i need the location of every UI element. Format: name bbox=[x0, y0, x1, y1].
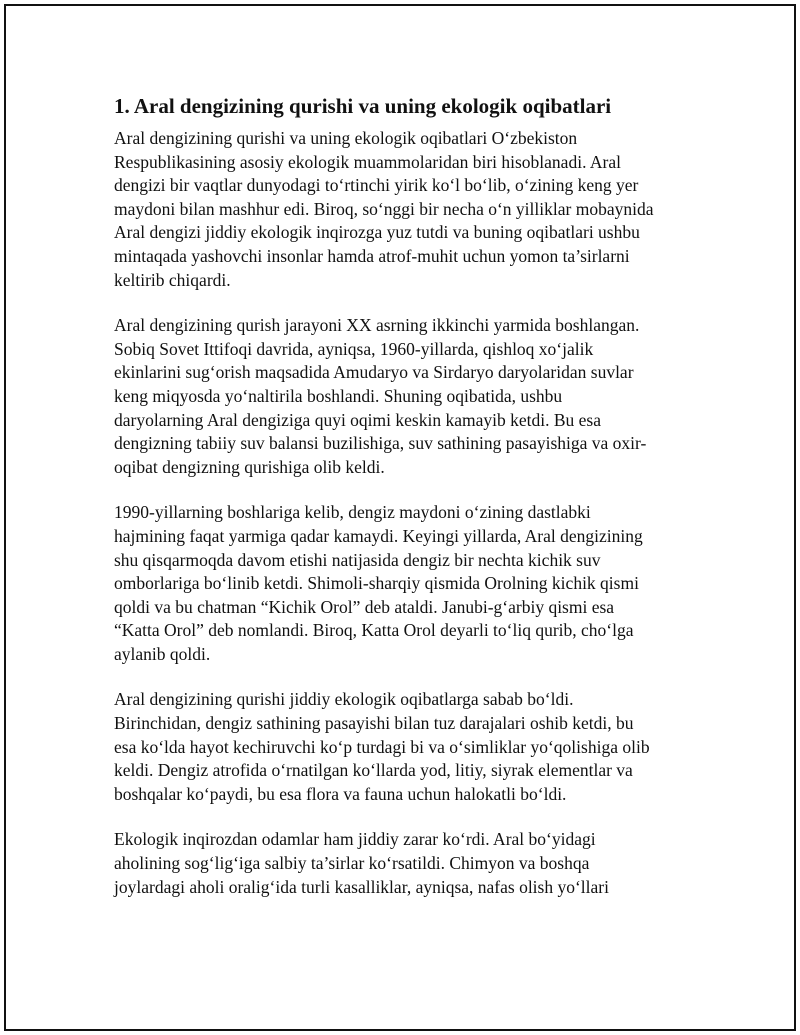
paragraph bbox=[114, 688, 684, 806]
text-line: keltirib chiqardi. bbox=[114, 269, 231, 290]
text-line: Sobiq Sovet Ittifoqi davrida, ayniqsa, 1960-yillarda, qishloq xo‘jalik bbox=[114, 338, 594, 359]
paragraph bbox=[114, 828, 684, 899]
text-line: Aral dengizi jiddiy ekologik inqirozga yuz tutdi va buning oqibatlari ushbu bbox=[114, 222, 640, 243]
document-title: 1. Aral dengizining qurishi va uning ekologik oqibatlari bbox=[114, 94, 612, 118]
text-line: hajmining faqat yarmiga qadar kamaydi. Keyingi yillarda, Aral dengizining bbox=[114, 525, 643, 546]
text-line: maydoni bilan mashhur edi. Biroq, so‘nggi bir necha o‘n yilliklar mobaynida bbox=[114, 198, 654, 219]
text-line: qoldi va bu chatman “Kichik Orol” deb ataldi. Janubi-g‘arbiy qismi esa bbox=[114, 596, 615, 617]
text-line: aholining sog‘lig‘iga salbiy ta’sirlar ko‘rsatildi. Chimyon va boshqa bbox=[114, 853, 590, 874]
text-line: shu qisqarmoqda davom etishi natijasida dengiz bir nechta kichik suv bbox=[114, 549, 601, 570]
text-line: daryolarning Aral dengiziga quyi oqimi keskin kamayib ketdi. Bu esa bbox=[114, 409, 601, 430]
text-line: aylanib qoldi. bbox=[114, 643, 211, 664]
text-line: ekinlarini sug‘orish maqsadida Amudaryo va Sirdaryo daryolaridan suvlar bbox=[114, 362, 634, 383]
paragraph bbox=[114, 314, 684, 479]
text-line: joylardagi aholi oralig‘ida turli kasalliklar, ayniqsa, nafas olish yo‘llari bbox=[114, 876, 609, 897]
text-line: dengizi bir vaqtlar dunyodagi to‘rtinchi yirik ko‘l bo‘lib, o‘zining keng yer bbox=[114, 175, 639, 196]
text-line: mintaqada yashovchi insonlar hamda atrof-muhit uchun yomon ta’sirlarni bbox=[114, 245, 630, 266]
text-line: boshqalar ko‘paydi, bu esa flora va fauna uchun halokatli bo‘ldi. bbox=[114, 783, 567, 804]
text-line: Respublikasining asosiy ekologik muammolaridan biri hisoblanadi. Aral bbox=[114, 151, 621, 172]
paragraph bbox=[114, 127, 684, 292]
text-line: Birinchidan, dengiz sathining pasayishi bilan tuz darajalari oshib ketdi, bu bbox=[114, 713, 634, 734]
text-line: Ekologik inqirozdan odamlar ham jiddiy zarar ko‘rdi. Aral bo‘yidagi bbox=[114, 829, 596, 850]
text-line: Aral dengizining qurishi jiddiy ekologik oqibatlarga sabab bo‘ldi. bbox=[114, 689, 574, 710]
text-line: oqibat dengizning qurishiga olib keldi. bbox=[114, 456, 385, 477]
text-line: omborlariga bo‘linib ketdi. Shimoli-sharqiy qismida Orolning kichik qismi bbox=[114, 573, 639, 594]
text-line: keldi. Dengiz atrofida o‘rnatilgan ko‘llarda yod, litiy, siyrak elementlar va bbox=[114, 760, 633, 781]
document-body bbox=[114, 92, 684, 921]
text-line: Aral dengizining qurish jarayoni XX asrning ikkinchi yarmida boshlangan. bbox=[114, 315, 640, 336]
text-line: keng miqyosda yo‘naltirila boshlandi. Shuning oqibatida, ushbu bbox=[114, 385, 563, 406]
text-line: 1990-yillarning boshlariga kelib, dengiz maydoni o‘zining dastlabki bbox=[114, 502, 591, 523]
text-line: Aral dengizining qurishi va uning ekologik oqibatlari O‘zbekiston bbox=[114, 128, 578, 148]
paragraph bbox=[114, 501, 684, 666]
text-line: esa ko‘lda hayot kechiruvchi ko‘p turdagi bi va o‘simliklar yo‘qolishiga olib bbox=[114, 736, 650, 757]
text-line: dengizning tabiiy suv balansi buzilishiga, suv sathining pasayishiga va oxir- bbox=[114, 433, 647, 454]
text-line: “Katta Orol” deb nomlandi. Biroq, Katta Orol deyarli to‘liq qurib, cho‘lga bbox=[114, 620, 634, 641]
